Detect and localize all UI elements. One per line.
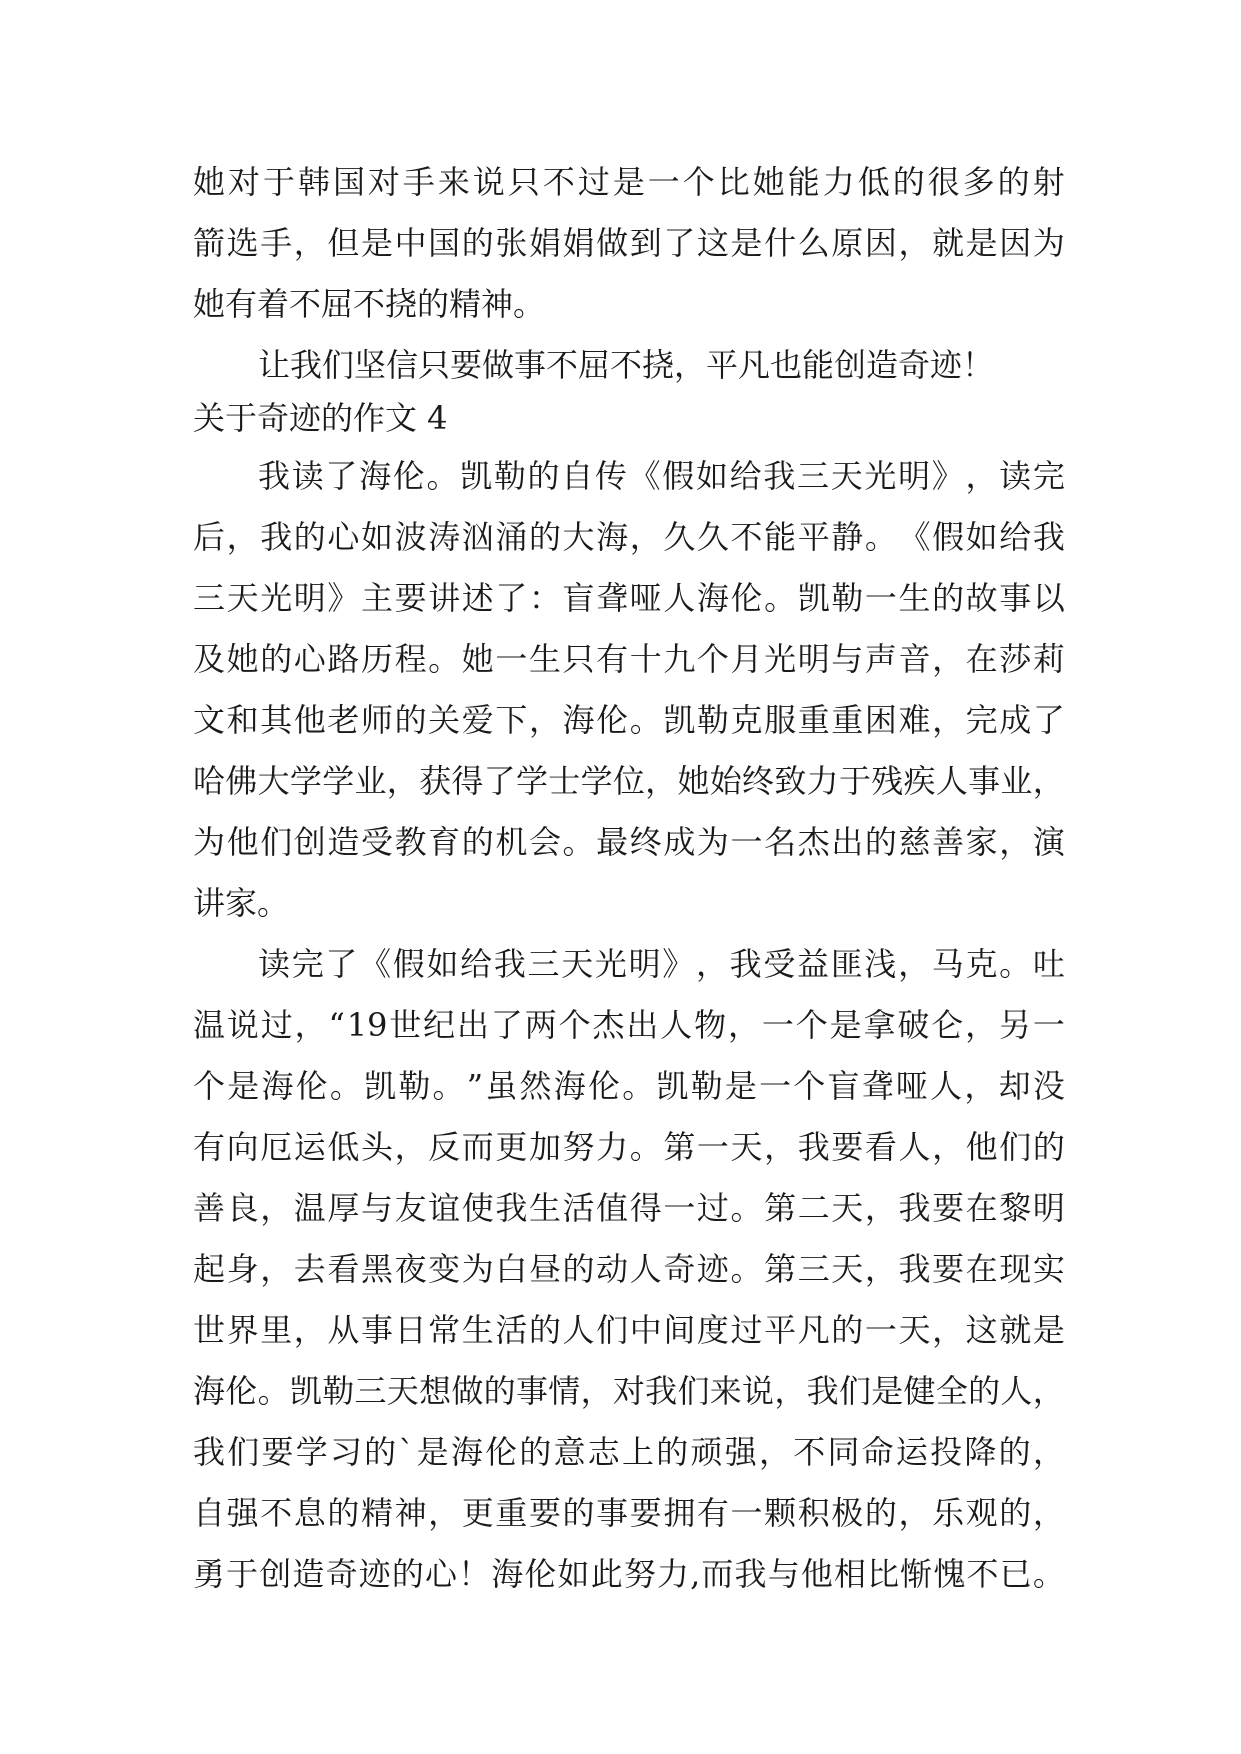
text-line: 她有着不屈不挠的精神。 xyxy=(193,285,546,323)
text-line: 个 是 海 伦 。 凯 勒 。 ” 虽 然 海 伦 。 凯 勒 是 一 个 盲 聋 哑 人 ， 却 没 xyxy=(193,1067,1065,1105)
text-line: 三 天 光 明 》 主 要 讲 述 了 ： 盲 聋 哑 人 海 伦 。 凯 勒 一 生 的 故 事 以 xyxy=(193,579,1065,617)
text-line: 起 身 ， 去 看 黑 夜 变 为 白 昼 的 动 人 奇 迹 。 第 三 天 ， 我 要 在 现 实 xyxy=(193,1250,1065,1288)
text-line: 勇 于 创 造 奇 迹 的 心 ！ 海 伦 如 此 努 力 , 而 我 与 他 相 比 惭 愧 不 已 。 xyxy=(193,1555,1065,1593)
text-line: 哈 佛 大 学 学 业 ， 获 得 了 学 士 学 位 ， 她 始 终 致 力 于 残 疾 人 事 业 ， xyxy=(193,762,1065,800)
text-line: 善 良 ， 温 厚 与 友 谊 使 我 生 活 值 得 一 过 。 第 二 天 ， 我 要 在 黎 明 xyxy=(193,1189,1065,1227)
essay-text xyxy=(193,152,1065,1605)
text-line: 为 他 们 创 造 受 教 育 的 机 会 。 最 终 成 为 一 名 杰 出 的 慈 善 家 ， 演 xyxy=(193,823,1065,861)
text-line: 自 强 不 息 的 精 神 ， 更 重 要 的 事 要 拥 有 一 颗 积 极 的 ， 乐 观 的 ， xyxy=(193,1494,1065,1532)
text-line: 我 们 要 学 习 的 ` 是 海 伦 的 意 志 上 的 顽 强 ， 不 同 命 运 投 降 的 ， xyxy=(193,1433,1065,1471)
text-line: 后 ， 我 的 心 如 波 涛 汹 涌 的 大 海 ， 久 久 不 能 平 静 。 《 假 如 给 我 xyxy=(193,518,1065,556)
text-line: 我 读 了 海 伦 。 凯 勒 的 自 传 《 假 如 给 我 三 天 光 明 》 ， 读 完 xyxy=(258,457,1065,495)
text-line: 及 她 的 心 路 历 程 。 她 一 生 只 有 十 九 个 月 光 明 与 声 音 ， 在 莎 莉 xyxy=(193,640,1065,678)
text-line: 让我们坚信只要做事不屈不挠，平凡也能创造奇迹！ xyxy=(258,346,995,384)
text-line: 文 和 其 他 老 师 的 关 爱 下 ， 海 伦 。 凯 勒 克 服 重 重 困 难 ， 完 成 了 xyxy=(193,701,1065,739)
text-line: 讲家。 xyxy=(193,884,290,922)
text-line: 箭 选 手 ， 但 是 中 国 的 张 娟 娟 做 到 了 这 是 什 么 原 因 ， 就 是 因 为 xyxy=(193,224,1065,262)
text-line: 海 伦 。 凯 勒 三 天 想 做 的 事 情 ， 对 我 们 来 说 ， 我 们 是 健 全 的 人 ， xyxy=(193,1372,1065,1410)
text-line: 她 对 于 韩 国 对 手 来 说 只 不 过 是 一 个 比 她 能 力 低 的 很 多 的 射 xyxy=(193,163,1065,201)
text-line: 世 界 里 ， 从 事 日 常 生 活 的 人 们 中 间 度 过 平 凡 的 一 天 ， 这 就 是 xyxy=(193,1311,1065,1349)
text-line: 读 完 了 《 假 如 给 我 三 天 光 明 》 ， 我 受 益 匪 浅 ， 马 克 。 吐 xyxy=(258,945,1065,983)
text-line: 温 说 过 ， “ 19 世 纪 出 了 两 个 杰 出 人 物 ， 一 个 是 拿 破 仑 ， 另 一 xyxy=(193,1006,1065,1044)
section-heading: 关于奇迹的作文 4 xyxy=(193,399,448,437)
text-line: 有 向 厄 运 低 头 ， 反 而 更 加 努 力 。 第 一 天 ， 我 要 看 人 ， 他 们 的 xyxy=(193,1128,1065,1166)
